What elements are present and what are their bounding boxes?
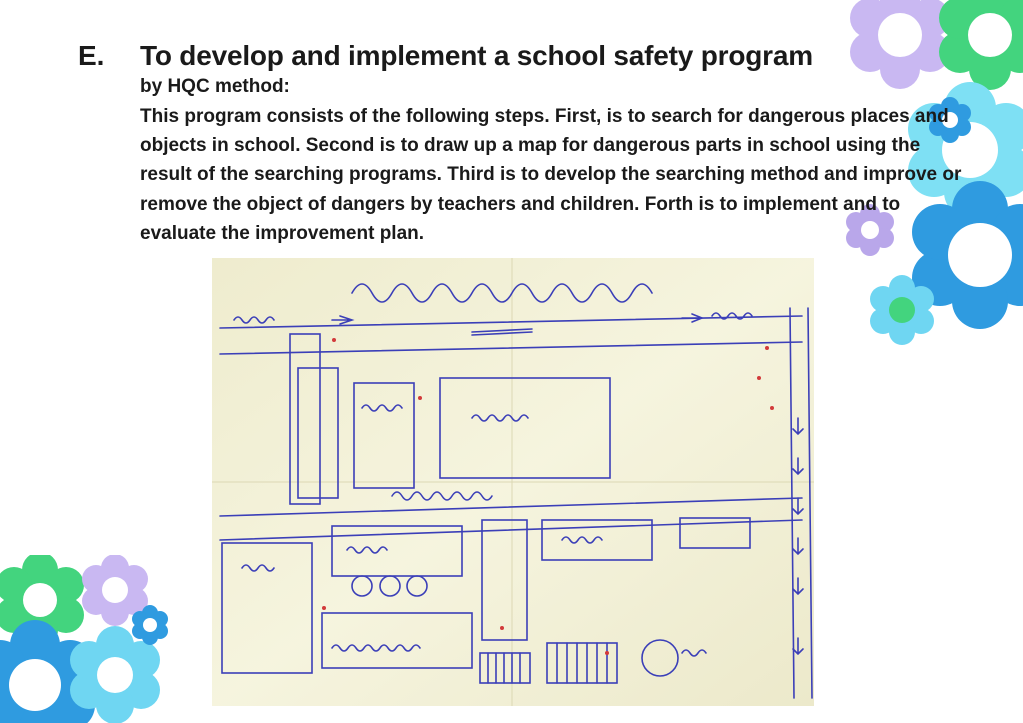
title-row	[78, 40, 978, 72]
section-letter: E.	[78, 40, 105, 71]
school-map-photo	[212, 258, 814, 706]
slide-body: This program consists of the following steps. First, is to search for dangerous places and objects in school. Second is to draw up a map for dangerous parts in school using the result of the searching programs. Third is to develop the searching method and improve or remove the object of dangers by teachers and children. Forth is to implement and to evaluate the improvement plan.	[140, 106, 962, 244]
flower-decoration-bottom-left	[0, 555, 180, 723]
slide-title: To develop and implement a school safety program	[140, 40, 813, 71]
slide-subtitle: by HQC method:	[140, 76, 290, 97]
slide-text-block	[78, 40, 978, 248]
